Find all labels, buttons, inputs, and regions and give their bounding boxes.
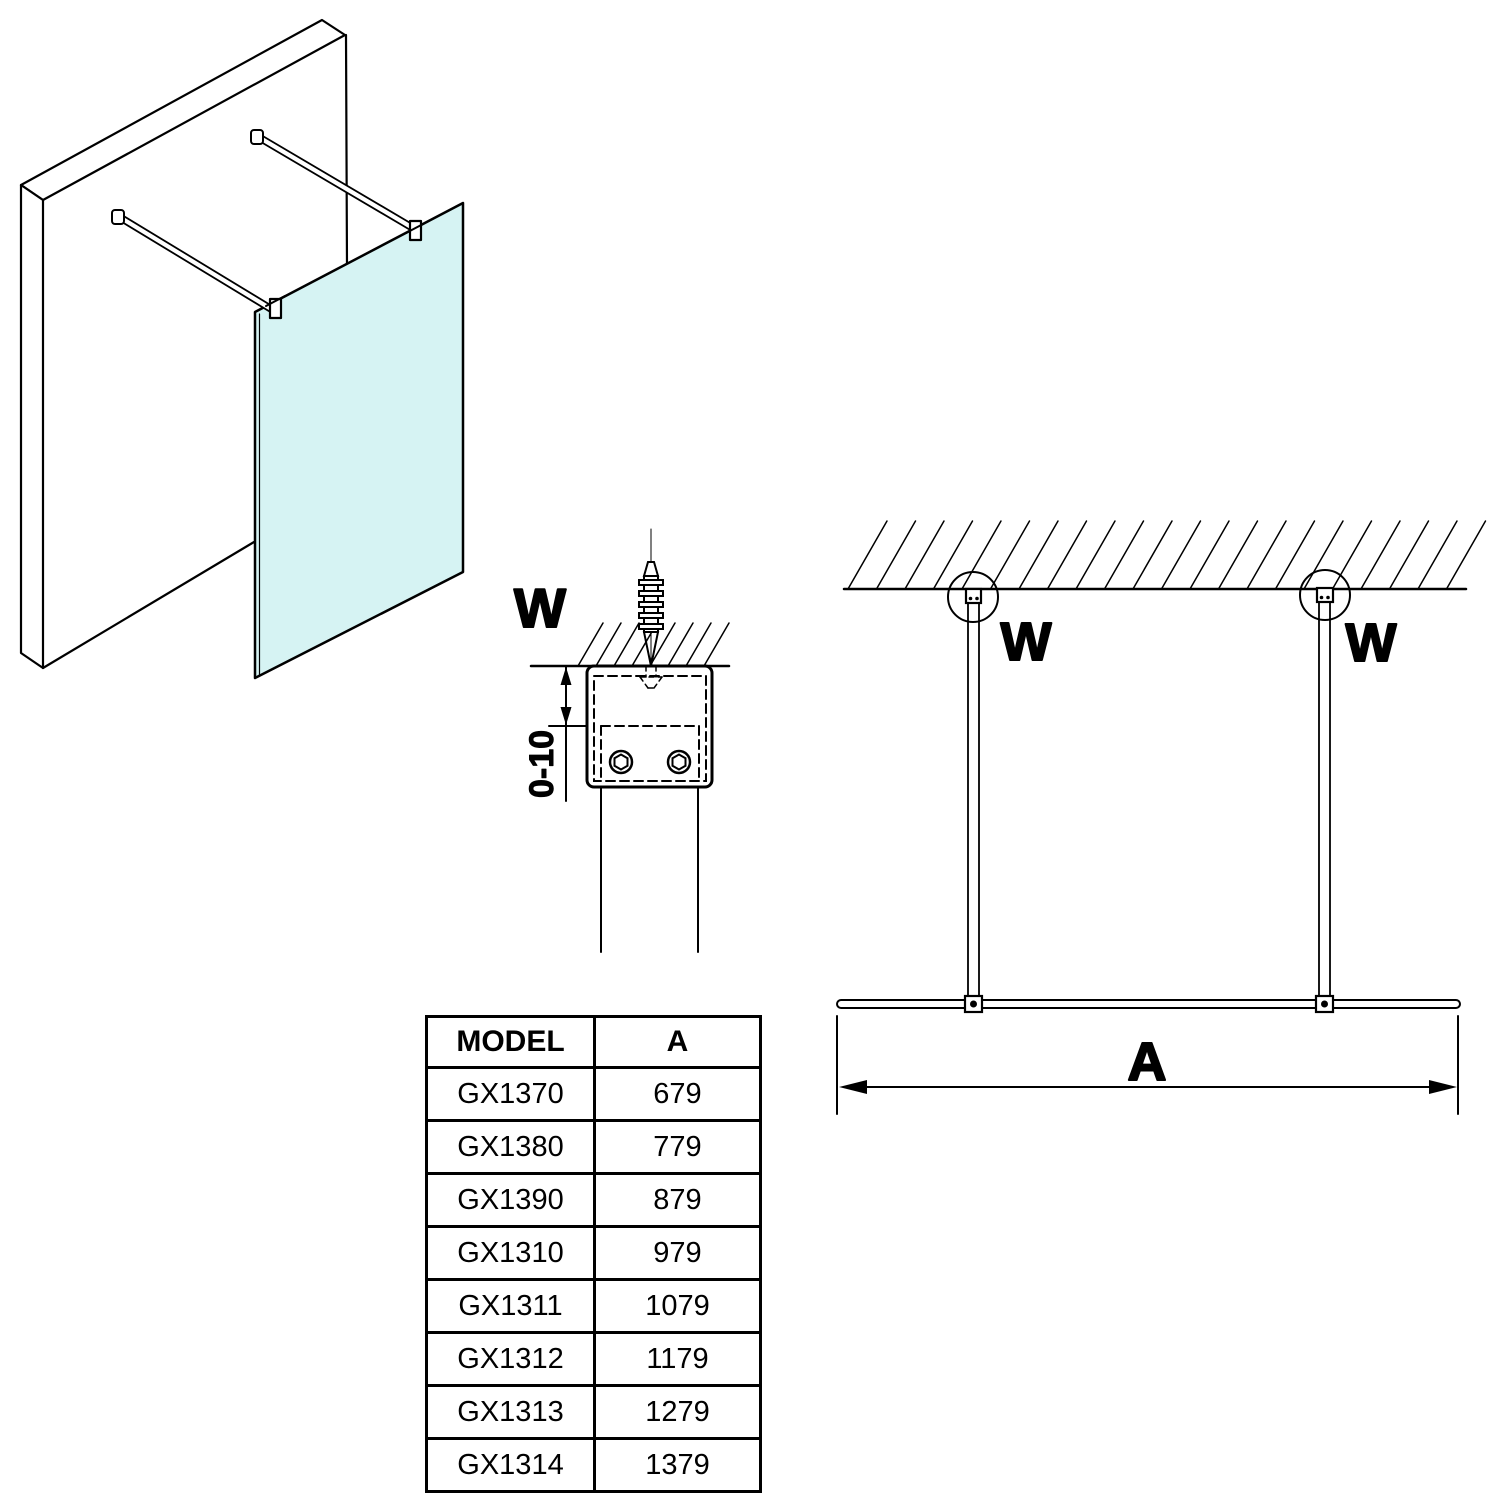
hatch-line — [1276, 521, 1315, 589]
hatch-line — [1333, 521, 1372, 589]
screw-rib — [639, 613, 663, 618]
a-cell: 1279 — [595, 1386, 761, 1439]
support-bar-lower — [122, 215, 272, 313]
spec-row — [427, 1439, 761, 1492]
support-bar-right — [1319, 602, 1330, 1002]
hatch-line — [1247, 521, 1286, 589]
hatch-line — [1361, 521, 1400, 589]
bar-section-lines — [601, 787, 698, 952]
isometric-view — [21, 20, 463, 678]
hatch-line — [1019, 521, 1058, 589]
hatch-line — [1447, 521, 1486, 589]
front-w-label-right: W — [1345, 613, 1397, 673]
hatch-line — [1048, 521, 1087, 589]
model-cell: GX1311 — [427, 1280, 595, 1333]
model-cell: GX1370 — [427, 1068, 595, 1121]
dim-arrowhead-left — [839, 1080, 867, 1094]
model-cell: GX1314 — [427, 1439, 595, 1492]
model-cell: GX1313 — [427, 1386, 595, 1439]
hatch-line — [1390, 521, 1429, 589]
screw-head-cone — [644, 562, 658, 576]
model-spec-table — [425, 1015, 762, 1493]
dim-arrowhead-right — [1429, 1080, 1457, 1094]
model-cell: GX1390 — [427, 1174, 595, 1227]
dim-arrow-down — [561, 707, 572, 725]
hex-bolt-left — [610, 751, 632, 773]
screw-rib — [639, 624, 663, 629]
glass-panel — [255, 203, 463, 678]
screw-rib — [639, 591, 663, 596]
support-bar-left — [968, 603, 979, 1002]
a-cell: 779 — [595, 1121, 761, 1174]
wall-bracket-right — [1317, 588, 1333, 602]
col-header-model: MODEL — [427, 1017, 595, 1068]
wall-top-face — [21, 20, 345, 200]
glass-top-view-bar — [837, 1000, 1460, 1008]
spec-row — [427, 1333, 761, 1386]
hatch-line — [1105, 521, 1144, 589]
hatch-line — [877, 521, 916, 589]
hatch-line — [1219, 521, 1258, 589]
table-header-row — [427, 1017, 761, 1068]
col-header-a: A — [595, 1017, 761, 1068]
detail-w-label: W — [514, 577, 566, 639]
hatch-line — [905, 521, 944, 589]
support-bar-upper — [261, 135, 412, 231]
model-cell: GX1312 — [427, 1333, 595, 1386]
gap-dimension-label: 0-10 — [523, 729, 561, 799]
model-cell: GX1310 — [427, 1227, 595, 1280]
front-view — [837, 521, 1486, 1114]
bar-clamp-left — [965, 996, 982, 1012]
screw-rib — [639, 602, 663, 607]
hatch-wall — [848, 521, 1486, 589]
hatch-line — [1162, 521, 1201, 589]
spec-row — [427, 1121, 761, 1174]
hatch-line — [1133, 521, 1172, 589]
wall-right-edge — [346, 35, 347, 268]
spec-row — [427, 1386, 761, 1439]
wall-anchor-upper — [251, 130, 263, 144]
hatch-line — [1190, 521, 1229, 589]
anchor-screw — [639, 529, 663, 666]
front-w-label-left: W — [1000, 612, 1052, 672]
hatch-line — [1304, 521, 1343, 589]
hatch-line — [991, 521, 1030, 589]
hatch-line — [934, 521, 973, 589]
hatch-line — [962, 521, 1001, 589]
wall-left-face — [21, 185, 43, 668]
a-cell: 979 — [595, 1227, 761, 1280]
spec-row — [427, 1174, 761, 1227]
a-dimension-label: A — [1127, 1032, 1167, 1092]
bar-clamp-right — [1316, 996, 1333, 1012]
a-cell: 879 — [595, 1174, 761, 1227]
hatch-line — [1418, 521, 1457, 589]
wall-anchor-lower — [112, 210, 124, 224]
a-cell: 1379 — [595, 1439, 761, 1492]
a-cell: 679 — [595, 1068, 761, 1121]
model-cell: GX1380 — [427, 1121, 595, 1174]
screw-rib — [639, 580, 663, 585]
wall-bracket-left — [966, 589, 981, 603]
dim-arrow-up — [561, 667, 572, 685]
a-cell: 1079 — [595, 1280, 761, 1333]
hex-bolt-right — [668, 751, 690, 773]
a-cell: 1179 — [595, 1333, 761, 1386]
hatch-line — [1076, 521, 1115, 589]
spec-row — [427, 1280, 761, 1333]
hatch-line — [848, 521, 887, 589]
detail-view-w — [514, 529, 729, 952]
wall-bottom-edge — [43, 542, 254, 668]
spec-row — [427, 1068, 761, 1121]
spec-row — [427, 1227, 761, 1280]
